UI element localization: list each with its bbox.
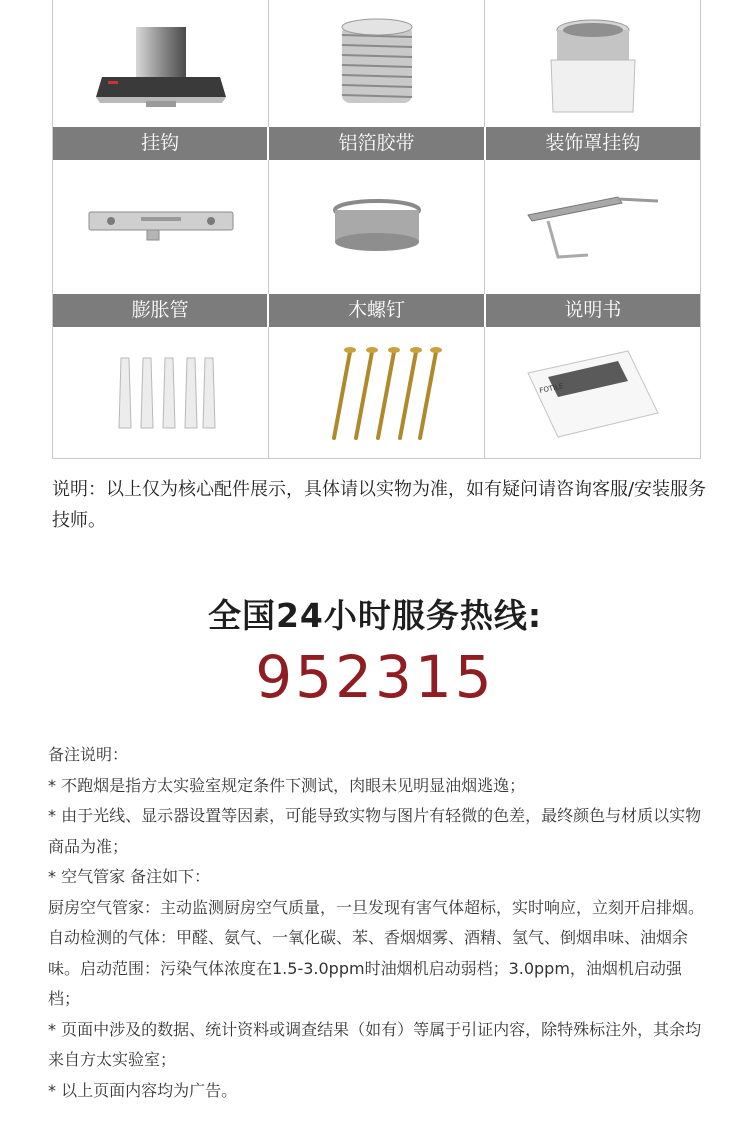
label-wood-screw: 木螺钉 [267,294,483,327]
manual-brand-text: FOTILE [538,382,564,395]
range-hood-image [53,0,268,126]
hook-image [53,160,268,293]
label-cover-hook: 装饰罩挂钩 [484,127,700,160]
remark-line: * 空气管家 备注如下： [48,867,211,886]
label-expansion-tube: 膨胀管 [131,299,189,321]
accessory-grid [52,0,701,459]
hotline-number[interactable]: 952315 [255,643,495,711]
cover-hook-image [485,160,700,293]
check-valve-image [485,0,700,126]
remark-line: * 页面中涉及的数据、统计资料或调查结果（如有）等属于引证内容，除特殊标注外，其余均来自方太实验室； [48,1019,702,1069]
expansion-tube-image [53,328,268,458]
hotline-title: 全国24小时服务热线: [207,596,543,635]
aluminum-duct-image [269,0,484,126]
accessory-note: 说明：以上仅为核心配件展示，具体请以实物为准，如有疑问请咨询客服/安装服务技师。 [52,479,707,531]
label-hook: 挂钩 [141,132,180,154]
label-foil-tape: 铝箔胶带 [267,127,483,160]
remarks-heading: 备注说明： [48,745,129,764]
label-row-1 [53,127,700,160]
foil-tape-image [269,160,484,293]
wood-screw-image [269,328,484,458]
remark-line: 厨房空气管家：主动监测厨房空气质量，一旦发现有害气体超标，实时响应，立刻开启排烟。自动检测的气体：甲醛、氨气、一氧化碳、苯、香烟烟雾、酒精、氢气、倒烟串味、油烟余味。启动范围：污染气体浓度在1.5-3.0ppm时油烟机启动弱档；3.0ppm，油烟机启动强档； [48,897,705,1008]
remarks [48,740,713,1106]
label-manual: 说明书 [484,294,700,327]
manual-image [485,328,700,458]
remark-line: * 以上页面内容均为广告。 [48,1080,238,1100]
label-row-2 [53,294,700,327]
remark-line: * 不跑烟是指方太实验室规定条件下测试，肉眼未见明显油烟逃逸； [48,775,526,795]
remark-line: * 由于光线、显示器设置等因素，可能导致实物与图片有轻微的色差，最终颜色与材质以实物商品为准； [48,806,702,856]
